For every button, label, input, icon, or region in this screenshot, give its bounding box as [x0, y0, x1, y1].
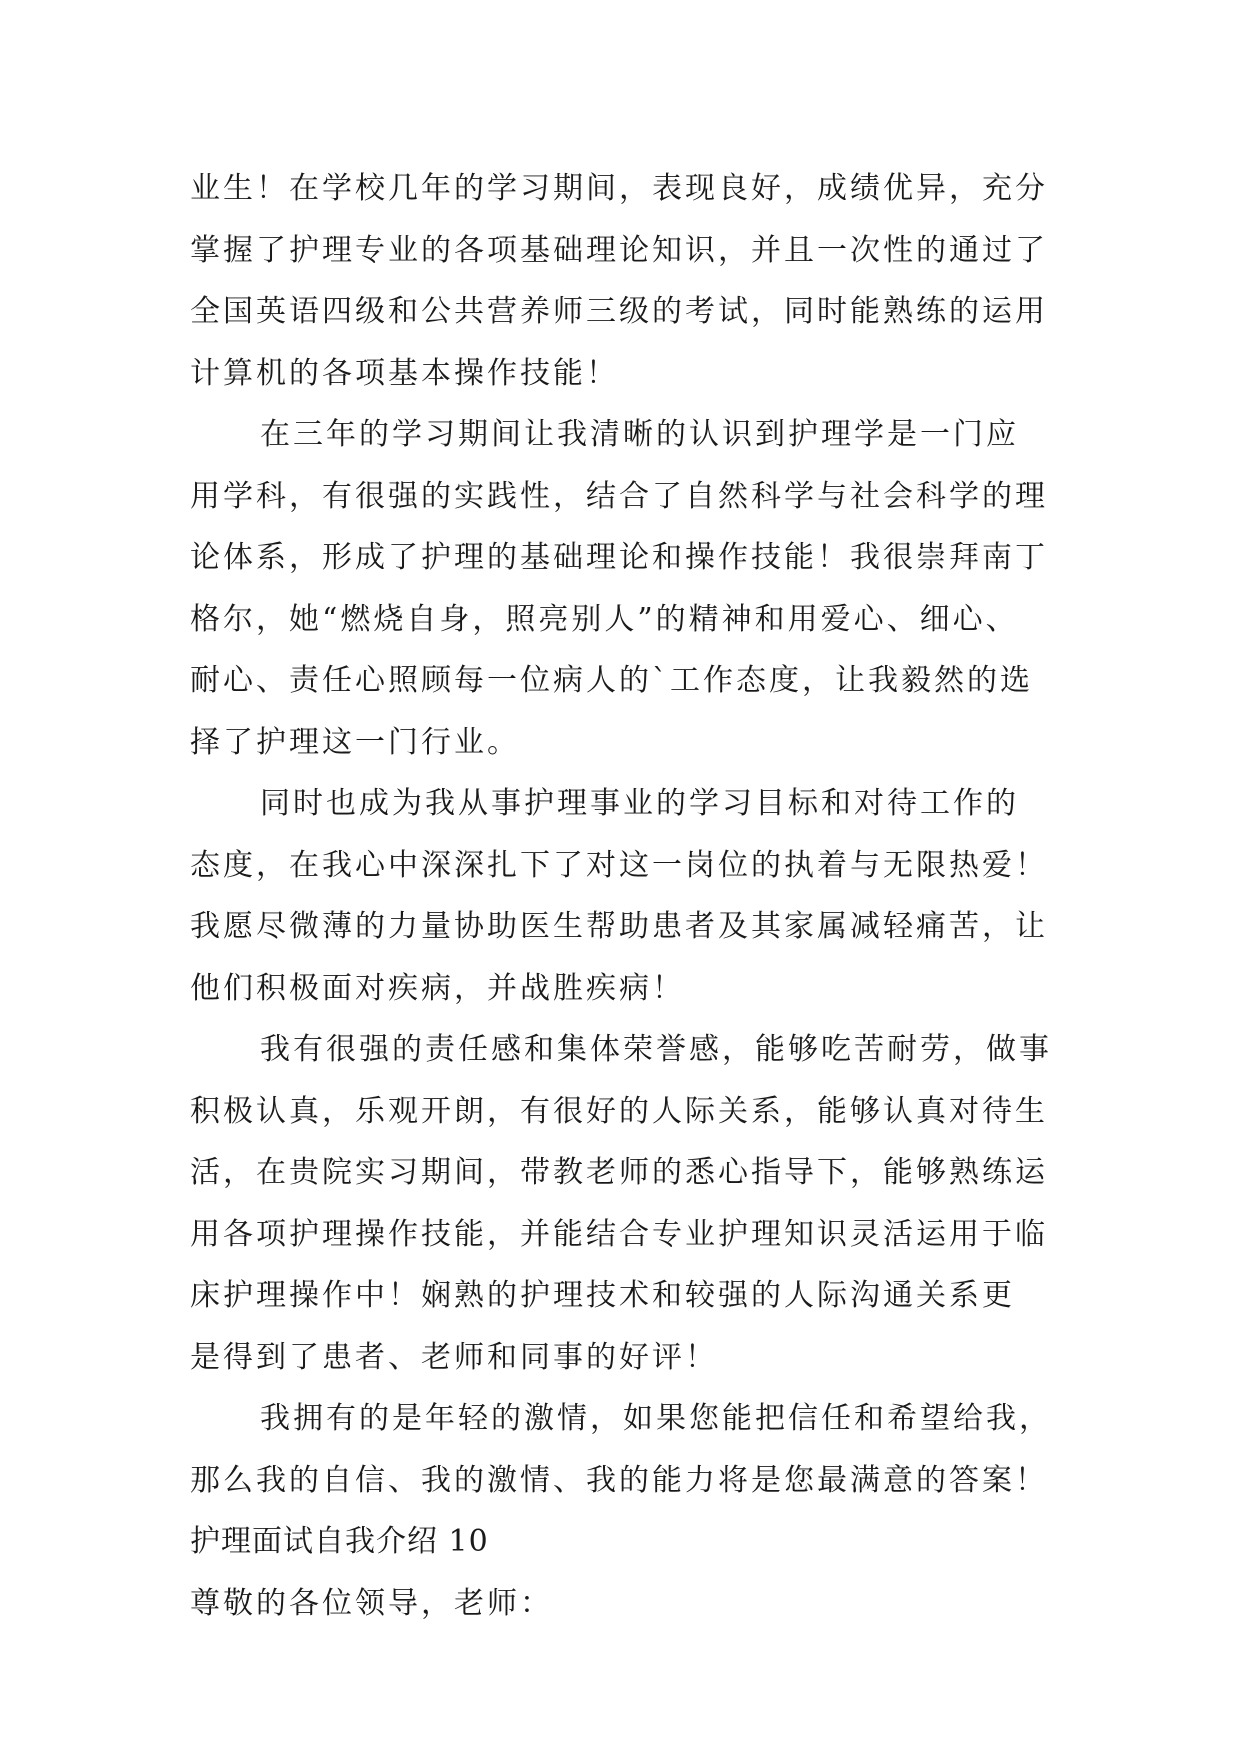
paragraph-first-line: 我拥有的是年轻的激情，如果您能把信任和希望给我，: [260, 1401, 1052, 1436]
text-line: 用各项护理操作技能，并能结合专业护理知识灵活运用于临: [190, 1216, 1048, 1252]
text-line: 掌握了护理专业的各项基础理论知识，并且一次性的通过了: [190, 232, 1048, 268]
paragraph-first-line: 在三年的学习期间让我清晰的认识到护理学是一门应: [260, 417, 1019, 452]
text-line: 全国英语四级和公共营养师三级的考试，同时能熟练的运用: [190, 294, 1048, 329]
text-line: 论体系，形成了护理的基础理论和操作技能！我很崇拜南丁: [190, 540, 1048, 575]
text-line: 我愿尽微薄的力量协助医生帮助患者及其家属减轻痛苦，让: [190, 909, 1048, 944]
text-line: 活，在贵院实习期间，带教老师的悉心指导下，能够熟练运: [190, 1155, 1048, 1190]
text-line: 他们积极面对疾病，并战胜疾病！: [190, 970, 685, 1006]
text-line: 择了护理这一门行业。: [190, 724, 520, 760]
text-line: 态度，在我心中深深扎下了对这一岗位的执着与无限热爱！: [190, 847, 1048, 883]
text-line: 那么我的自信、我的激情、我的能力将是您最满意的答案！: [190, 1462, 1048, 1498]
text-line: 是得到了患者、老师和同事的好评！: [190, 1339, 718, 1375]
text-line: 耐心、责任心照顾每一位病人的`工作态度，让我毅然的选: [190, 663, 1033, 698]
salutation-line: 尊敬的各位领导，老师：: [190, 1585, 553, 1621]
text-line: 床护理操作中！娴熟的护理技术和较强的人际沟通关系更: [190, 1278, 1015, 1313]
text-line: 业生！在学校几年的学习期间，表现良好，成绩优异，充分: [190, 171, 1048, 206]
text-line: 积极认真，乐观开朗，有很好的人际关系，能够认真对待生: [190, 1093, 1048, 1129]
paragraph-first-line: 同时也成为我从事护理事业的学习目标和对待工作的: [260, 786, 1019, 821]
paragraph-first-line: 我有很强的责任感和集体荣誉感，能够吃苦耐劳，做事: [260, 1032, 1052, 1067]
text-line: 格尔，她“燃烧自身，照亮别人”的精神和用爱心、细心、: [190, 601, 1019, 637]
document-body: [190, 158, 1070, 1634]
text-line: 计算机的各项基本操作技能！: [190, 355, 619, 391]
section-heading: 护理面试自我介绍 10: [190, 1524, 489, 1559]
text-line: 用学科，有很强的实践性，结合了自然科学与社会科学的理: [190, 478, 1048, 514]
